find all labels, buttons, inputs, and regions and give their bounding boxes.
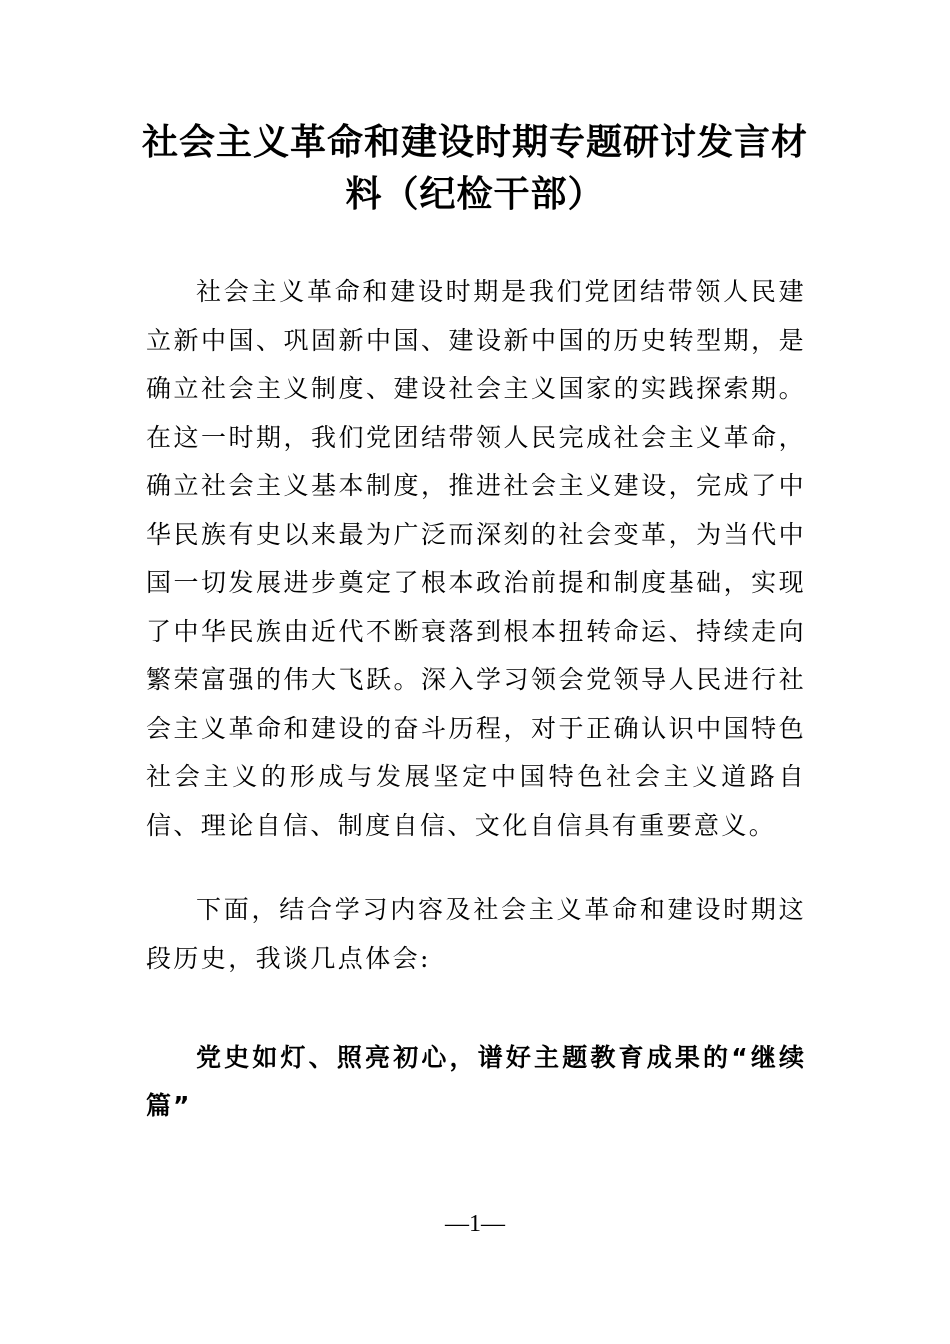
body-paragraph-transition: 下面，结合学习内容及社会主义革命和建设时期这段历史，我谈几点体会: (146, 895, 806, 973)
document-title: 社会主义革命和建设时期专题研讨发言材料（纪检干部） (141, 121, 808, 215)
body-paragraph-intro: 社会主义革命和建设时期是我们党团结带领人民建立新中国、巩固新中国、建设新中国的历史转型期，是确立社会主义制度、建设社会主义国家的实践探索期。在这一时期，我们党团结带领人民完成社会主义革命，确立社会主义基本制度，推进社会主义建设，完成了中华民族有史以来最为广泛而深刻的社会变革，为当代中国一切发展进步奠定了根本政治前提和制度基础，实现了中华民族由近代不断衰落到根本扭转命运、持续走向繁荣富强的伟大飞跃。深入学习领会党领导人民进行社会主义革命和建设的奋斗历程，对于正确认识中国特色社会主义的形成与发展坚定中国特色社会主义道路自信、理论自信、制度自信、文化自信具有重要意义。 (146, 277, 806, 840)
section-heading: 党史如灯、照亮初心，谱好主题教育成果的“继续篇” (146, 1043, 806, 1120)
page-number: —1— (445, 1211, 505, 1237)
